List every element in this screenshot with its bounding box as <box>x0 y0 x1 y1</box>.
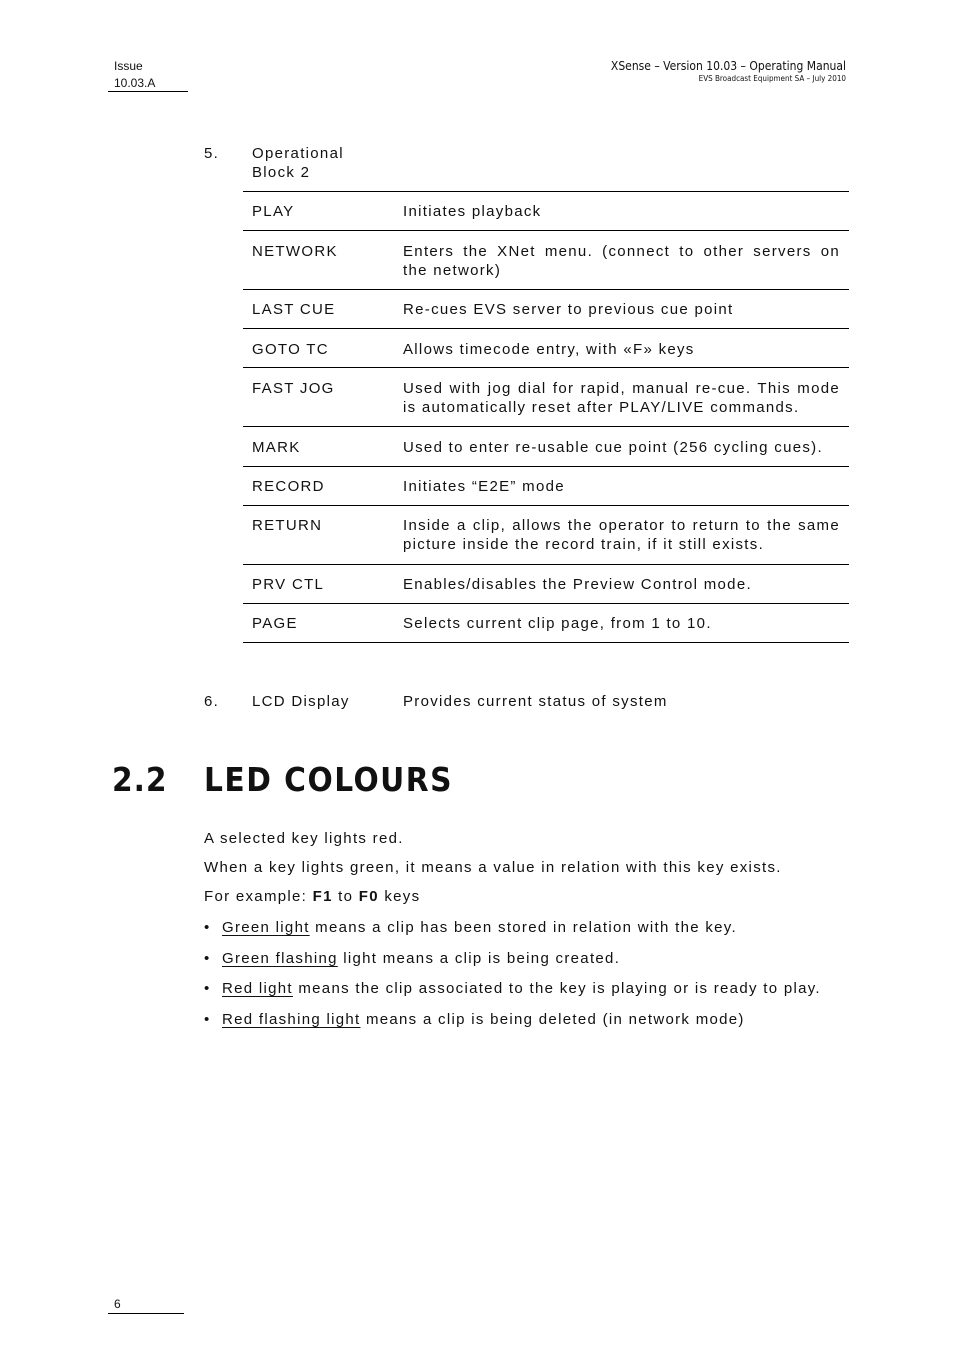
row-desc: Enters the XNet menu. (connect to other servers on the network) <box>403 243 840 279</box>
bullet-term: Red flashing light <box>222 1011 361 1028</box>
row-key: MARK <box>252 439 301 456</box>
row-desc: Initiates “E2E” mode <box>403 478 565 495</box>
row-key: LAST CUE <box>252 301 336 318</box>
row-key: RETURN <box>252 517 323 534</box>
bullet-rest: means a clip has been stored in relation with the key. <box>309 919 737 936</box>
page-number: 6 <box>114 1297 121 1311</box>
bullet-term: Red light <box>222 980 293 997</box>
example-prefix: For example: <box>204 888 313 905</box>
row-key: PLAY <box>252 203 295 220</box>
row-desc: Allows timecode entry, with «F» keys <box>403 341 695 358</box>
row-key: NETWORK <box>252 243 338 260</box>
table-rule <box>243 466 849 467</box>
row-key: PRV CTL <box>252 576 325 593</box>
bullet-icon: • <box>204 1011 211 1028</box>
row-desc: Used with jog dial for rapid, manual re-cue. This mode is automatically reset after PLAY/LIVE commands. <box>403 380 840 416</box>
row-desc: Selects current clip page, from 1 to 10. <box>403 615 712 632</box>
table-rule <box>243 230 849 231</box>
issue-label: Issue <box>114 59 143 73</box>
example-suffix: keys <box>378 888 421 905</box>
row-key: PAGE <box>252 615 298 632</box>
section-title: LED COLOURS <box>204 760 454 799</box>
bullet-icon: • <box>204 950 211 967</box>
row-desc: Re-cues EVS server to previous cue point <box>403 301 734 318</box>
row-key: GOTO TC <box>252 341 329 358</box>
bullet-icon: • <box>204 919 211 936</box>
paragraph: A selected key lights red. <box>204 830 404 847</box>
item-6-number: 6. <box>204 693 220 710</box>
table-rule <box>243 191 849 192</box>
table-rule <box>243 367 849 368</box>
table-rule <box>243 426 849 427</box>
table-rule <box>243 289 849 290</box>
row-desc: Inside a clip, allows the operator to return to the same picture inside the record train, if it still exists. <box>403 517 840 553</box>
table-rule <box>243 505 849 506</box>
row-key: RECORD <box>252 478 325 495</box>
bullet-rest: means a clip is being deleted (in network mode) <box>360 1011 745 1028</box>
footer-rule <box>108 1313 184 1314</box>
item-5-title-line2: Block 2 <box>252 164 311 181</box>
example-key-f1: F1 <box>312 888 333 905</box>
row-desc: Used to enter re-usable cue point (256 cycling cues). <box>403 439 823 456</box>
bullet-text <box>222 979 821 998</box>
table-rule <box>243 328 849 329</box>
item-5-number: 5. <box>204 145 220 162</box>
bullet-term: Green flashing <box>222 950 338 967</box>
item-6-key: LCD Display <box>252 693 350 710</box>
row-desc: Enables/disables the Preview Control mode. <box>403 576 752 593</box>
item-6-desc: Provides current status of system <box>403 693 668 710</box>
table-rule <box>243 564 849 565</box>
issue-number: 10.03.A <box>114 76 156 90</box>
bullet-text <box>222 949 620 968</box>
header-left-rule <box>108 91 188 92</box>
table-rule <box>243 603 849 604</box>
row-desc: Initiates playback <box>403 203 542 220</box>
example-key-f0: F0 <box>358 888 379 905</box>
example-mid: to <box>332 888 359 905</box>
section-number: 2.2 <box>112 760 168 799</box>
bullet-rest: means the clip associated to the key is playing or is ready to play. <box>292 980 821 997</box>
paragraph: When a key lights green, it means a value in relation with this key exists. <box>204 859 782 876</box>
bullet-text <box>222 918 737 937</box>
row-key: FAST JOG <box>252 380 335 397</box>
company-line: EVS Broadcast Equipment SA – July 2010 <box>698 74 846 83</box>
manual-title: XSense – Version 10.03 – Operating Manual <box>610 59 846 73</box>
bullet-rest: light means a clip is being created. <box>337 950 621 967</box>
table-rule <box>243 642 849 643</box>
bullet-icon: • <box>204 980 211 997</box>
bullet-text <box>222 1010 745 1029</box>
bullet-term: Green light <box>222 919 310 936</box>
example-line <box>204 887 420 906</box>
item-5-title-line1: Operational <box>252 145 344 162</box>
